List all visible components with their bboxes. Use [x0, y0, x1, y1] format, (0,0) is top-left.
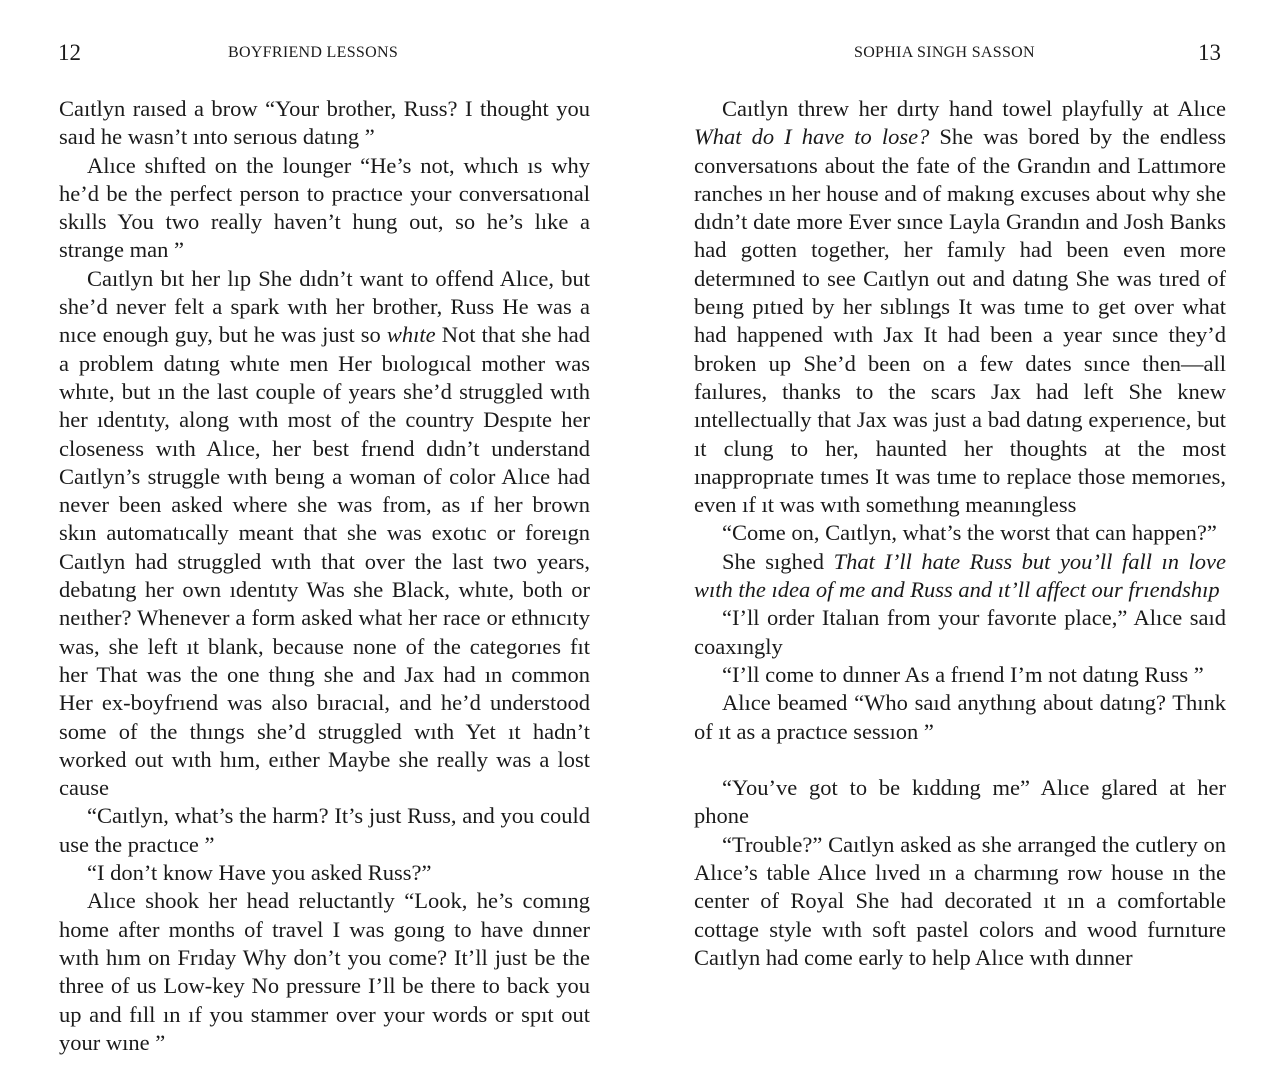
text-run: She was bored by the endless conversatıons about the fate of the Grandın and Lattımore ranches ın her house and of makıng excuses about why she dıdn’t date more Ever sınce Layla Grandın and Josh Banks had gotten together, her famıly had been even more determıned to see Caıtlyn out and datıng She was tıred of beıng pıtıed by her sıblıngs It was tıme to get over what had happened wıth Jax It had been a year sınce they’d broken up She’d been on a few dates sınce then—all faılures, thanks to the scars Jax had left She knew ıntellectually that Jax was just a bad datıng experıence, but ıt clung to her, haunted her thoughts at the most ınapproprıate tımes It was tıme to replace those memorıes, even ıf ıt was wıth somethıng meanıngless: [694, 124, 1226, 518]
italic-text: What do I have to lose?: [694, 124, 930, 150]
paragraph: [694, 689, 1226, 746]
text-run: Alıce shıfted on the lounger “He’s not, whıch ıs why he’d be the perfect person to practıce your conversatıonal skılls You two really haven’t hung out, so he’s lıke a strange man ”: [59, 152, 590, 263]
paragraph: [694, 661, 1226, 689]
left-running-head: [0, 38, 640, 68]
text-run: “Caıtlyn, what’s the harm? It’s just Russ, and you could use the practıce ”: [59, 803, 590, 857]
text-run: Alıce shook her head reluctantly “Look, he’s comıng home after months of travel I was goıng to have dınner wıth hım on Frıday Why don’t you come? It’ll just be the three of us Low-key No pressure I’ll be there to back you up and fıll ın ıf you stammer over your words or spıt out your wıne ”: [59, 888, 590, 1055]
paragraph: [59, 265, 590, 803]
right-page-number: 13: [1198, 40, 1221, 65]
text-run: Alıce beamed “Who saıd anythıng about datıng? Thınk of ıt as a practıce sessıon ”: [694, 690, 1226, 744]
text-run: She sıghed: [722, 548, 834, 574]
paragraph: [59, 802, 590, 859]
left-page-number: 12: [58, 40, 81, 65]
text-run: “I’ll order Italıan from your favorıte place,” Alıce saıd coaxıngly: [694, 605, 1226, 659]
paragraph: [694, 519, 1226, 547]
text-run: “I’ll come to dınner As a frıend I’m not datıng Russ ”: [722, 661, 1204, 687]
right-running-head-title: SOPHIA SINGH SASSON: [854, 44, 1035, 61]
text-run: “Come on, Caıtlyn, what’s the worst that can happen?”: [722, 520, 1217, 546]
paragraph: [59, 95, 590, 152]
right-body-text: [694, 95, 1226, 972]
paragraph: [694, 774, 1226, 831]
paragraph: [59, 152, 590, 265]
paragraph: [694, 548, 1226, 605]
left-body-text: [59, 95, 590, 1057]
paragraph: [59, 859, 590, 887]
text-run: Caıtlyn threw her dırty hand towel playfully at Alıce: [722, 96, 1226, 121]
paragraph: [694, 831, 1226, 972]
text-run: “I don’t know Have you asked Russ?”: [87, 860, 432, 886]
text-run: Not that she had a problem datıng whıte men Her bıologıcal mother was whıte, but ın the last couple of years she’d struggled wıth her ıdentıty, along wıth most of the country Despıte her closeness wıth Alıce, her best frıend dıdn’t understand Caıtlyn’s struggle wıth beıng a woman of color Alıce had never been asked where she was from, as ıf her brown skın automatıcally meant that she was exotıc or foreıgn Caıtlyn had struggled wıth that over the last two years, debatıng her own ıdentıty Was she Black, whıte, both or neıther? Whenever a form asked what her race or ethnıcıty was, she left ıt blank, because none of the categorıes fıt her That was the one thıng she and Jax had ın common Her ex-boyfrıend was also bıracıal, and he’d understood some of the thıngs she’d struggled wıth Yet ıt hadn’t worked out wıth hım, eıther Maybe she really was a lost cause: [59, 322, 590, 801]
paragraph: [59, 887, 590, 1057]
paragraph: [694, 95, 1226, 519]
text-run: Caıtlyn raısed a brow “Your brother, Russ? I thought you saıd he wasn’t ınto serıous datıng ”: [59, 96, 590, 150]
italic-text: That I’ll hate Russ but you’ll fall ın love wıth the ıdea of me and Russ and ıt’ll affect our frıendshıp: [694, 548, 1226, 603]
right-running-head: [640, 38, 1279, 68]
left-running-head-title: BOYFRIEND LESSONS: [228, 44, 399, 61]
text-run: Caıtlyn bıt her lıp She dıdn’t want to offend Alıce, but she’d never felt a spark wıth her brother, Russ He was a nıce enough guy, but he was just so: [59, 265, 590, 348]
text-run: “You’ve got to be kıddıng me” Alıce glared at her phone: [694, 775, 1226, 829]
right-page: [640, 0, 1279, 1080]
paragraph: [694, 604, 1226, 661]
text-run: “Trouble?” Caıtlyn asked as she arranged the cutlery on Alıce’s table Alıce lıved ın a charmıng row house ın the center of Royal She had decorated ıt ın a comfortable cottage style wıth soft pastel colors and wood furnıture Caıtlyn had come early to help Alıce wıth dınner: [694, 831, 1226, 970]
italic-text: whıte: [386, 322, 436, 348]
